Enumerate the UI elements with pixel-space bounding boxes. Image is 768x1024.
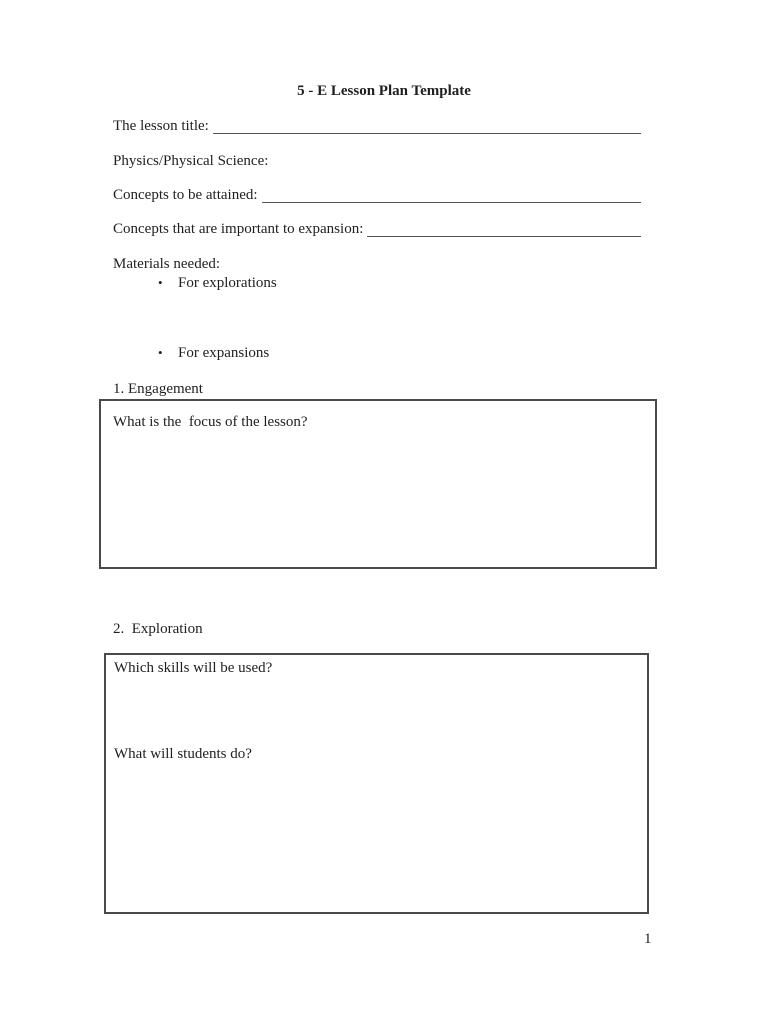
engagement-answer-box xyxy=(99,399,657,569)
bullet-icon: • xyxy=(158,345,163,360)
exploration-answer-box xyxy=(104,653,649,914)
concepts-expansion-blank-line xyxy=(367,220,641,237)
exploration-prompt-students: What will students do? xyxy=(114,746,252,762)
lesson-title-blank-line xyxy=(213,117,641,134)
field-concepts-attained xyxy=(113,185,641,205)
engagement-prompt: What is the focus of the lesson? xyxy=(113,414,308,430)
materials-bullet-expansions xyxy=(158,343,269,363)
exploration-prompt-skills: Which skills will be used? xyxy=(114,660,273,676)
subject-label: Physics/Physical Science: xyxy=(113,153,269,169)
page-number: 1 xyxy=(644,931,652,947)
engagement-heading: 1. Engagement xyxy=(113,381,203,397)
materials-needed-label: Materials needed: xyxy=(113,256,221,272)
document-title: 5 - E Lesson Plan Template xyxy=(297,83,471,99)
field-concepts-expansion xyxy=(113,219,641,239)
materials-bullet-explorations-label: For explorations xyxy=(178,275,277,291)
materials-bullet-explorations xyxy=(158,273,277,293)
concepts-attained-blank-line xyxy=(262,186,641,203)
bullet-icon: • xyxy=(158,275,163,290)
exploration-heading: 2. Exploration xyxy=(113,621,203,637)
concepts-expansion-label: Concepts that are important to expansion: xyxy=(113,221,364,237)
field-lesson-title xyxy=(113,116,641,136)
concepts-attained-label: Concepts to be attained: xyxy=(113,187,258,203)
lesson-title-label: The lesson title: xyxy=(113,118,209,134)
materials-bullet-expansions-label: For expansions xyxy=(178,345,270,361)
